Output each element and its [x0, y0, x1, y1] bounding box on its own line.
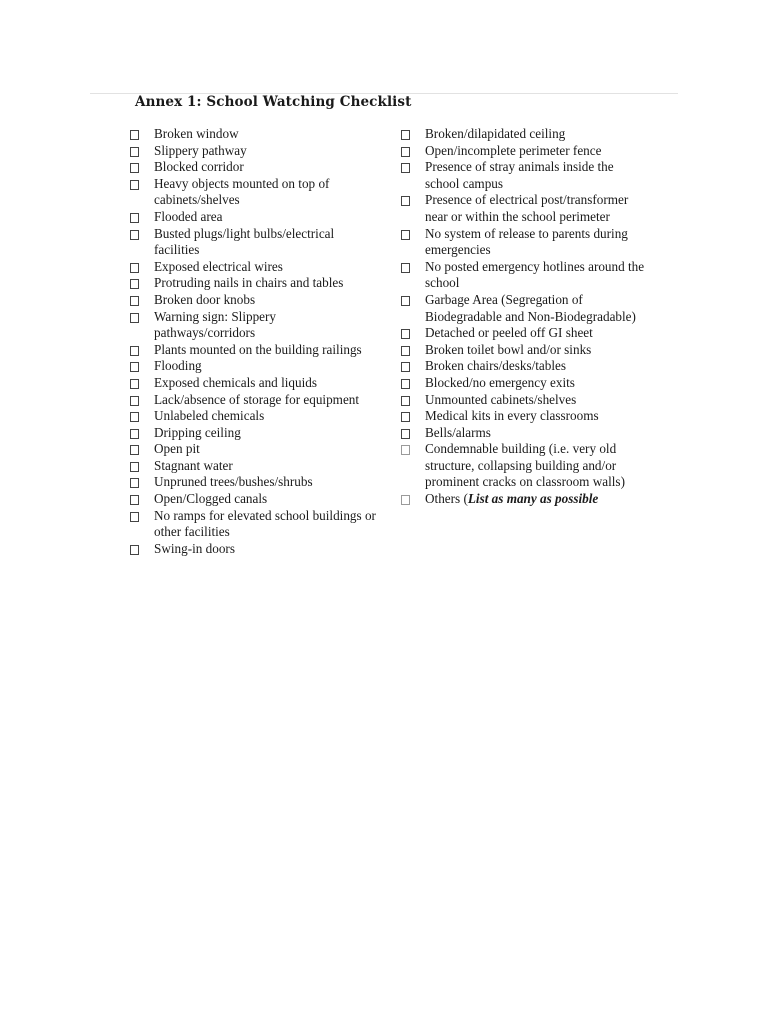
checklist-item-label: Swing-in doors: [154, 540, 235, 556]
checkbox-icon[interactable]: [130, 462, 139, 472]
checklist-item-label: Flooding: [154, 358, 202, 374]
checklist-item-label: Presence of stray animals inside the school campus: [425, 159, 614, 191]
checklist-item-label: Open/Clogged canals: [154, 491, 268, 507]
checklist-item-label: Unlabeled chemicals: [154, 408, 265, 424]
checkbox-icon[interactable]: [130, 296, 139, 306]
checklist-item[interactable]: [401, 408, 646, 425]
checkbox-icon[interactable]: [401, 362, 410, 372]
checklist-item-label: [425, 491, 646, 508]
checklist-item-label: Blocked corridor: [154, 159, 244, 175]
checklist-item-label: Warning sign: Slippery pathways/corridors: [154, 308, 277, 341]
checklist-item-label: Broken chairs/desks/tables: [425, 358, 566, 374]
checkbox-icon[interactable]: [130, 213, 139, 223]
checkbox-icon[interactable]: [401, 346, 410, 356]
checklist-item[interactable]: [401, 292, 646, 325]
left-checklist-column: [130, 126, 380, 557]
checklist-item[interactable]: [401, 325, 646, 342]
checkbox-icon[interactable]: [401, 412, 410, 422]
checklist-item-label: Bells/alarms: [425, 424, 491, 440]
checkbox-icon[interactable]: [401, 163, 410, 173]
checklist-item[interactable]: [130, 425, 380, 442]
checklist-item-label: Dripping ceiling: [154, 424, 241, 440]
checkbox-icon[interactable]: [130, 396, 139, 406]
checklist-item-label: Protruding nails in chairs and tables: [154, 275, 344, 291]
checklist-item[interactable]: [130, 292, 380, 309]
checklist-item[interactable]: [130, 275, 380, 292]
checkbox-icon[interactable]: [130, 130, 139, 140]
checkbox-icon[interactable]: [401, 445, 410, 455]
checkbox-icon[interactable]: [130, 163, 139, 173]
checklist-item[interactable]: [401, 159, 646, 192]
checkbox-icon[interactable]: [401, 296, 410, 306]
page-title: Annex 1: School Watching Checklist: [135, 94, 412, 110]
checkbox-icon[interactable]: [401, 396, 410, 406]
checkbox-icon[interactable]: [130, 412, 139, 422]
checkbox-icon[interactable]: [130, 230, 139, 240]
checklist-item-label: Broken door knobs: [154, 291, 256, 307]
checklist-item[interactable]: [130, 226, 380, 259]
checklist-item-label: Exposed chemicals and liquids: [154, 374, 317, 390]
checklist-item-label: Open pit: [154, 441, 200, 457]
checkbox-icon[interactable]: [130, 495, 139, 505]
checklist-item-label: Broken/dilapidated ceiling: [425, 126, 566, 141]
checklist-item[interactable]: [401, 358, 646, 375]
checklist-item[interactable]: [130, 441, 380, 458]
checkbox-icon[interactable]: [130, 512, 139, 522]
checklist-item-label: Condemnable building (i.e. very old structure, collapsing building and/or prominent cracks on classroom walls): [425, 441, 625, 490]
checklist-item[interactable]: [130, 126, 380, 143]
checklist-item[interactable]: [401, 226, 646, 259]
checkbox-icon[interactable]: [130, 313, 139, 323]
checklist-item[interactable]: [401, 259, 646, 292]
checkbox-icon[interactable]: [130, 263, 139, 273]
checkbox-icon[interactable]: [401, 130, 410, 140]
checkbox-icon[interactable]: [130, 545, 139, 555]
checklist-item-label: Broken toilet bowl and/or sinks: [425, 341, 592, 357]
checklist-item[interactable]: [130, 209, 380, 226]
checklist-item[interactable]: [130, 491, 380, 508]
checkbox-icon[interactable]: [130, 346, 139, 356]
checkbox-icon[interactable]: [401, 379, 410, 389]
checklist-item-label: Flooded area: [154, 208, 223, 224]
checkbox-icon[interactable]: [130, 362, 139, 372]
checklist-item-label: Detached or peeled off GI sheet: [425, 325, 593, 341]
checklist-item[interactable]: [130, 375, 380, 392]
checkbox-icon[interactable]: [401, 429, 410, 439]
checkbox-icon[interactable]: [130, 279, 139, 289]
checklist-item[interactable]: [130, 159, 380, 176]
checklist-item[interactable]: [401, 342, 646, 359]
checklist-item-label: Heavy objects mounted on top of cabinets/shelves: [154, 175, 330, 208]
right-checklist-column: [401, 126, 646, 508]
checklist-item-label: Stagnant water: [154, 457, 233, 473]
checkbox-icon[interactable]: [401, 495, 410, 505]
checkbox-icon[interactable]: [401, 147, 410, 157]
checklist-item[interactable]: [401, 441, 646, 491]
others-prefix: Others (: [425, 491, 468, 507]
checklist-item-label: Blocked/no emergency exits: [425, 374, 575, 390]
checkbox-icon[interactable]: [130, 445, 139, 455]
checklist-item[interactable]: [130, 342, 380, 359]
checklist-item-label: Medical kits in every classrooms: [425, 408, 599, 424]
checklist-item-label: Open/incomplete perimeter fence: [425, 142, 602, 158]
checklist-item[interactable]: [130, 508, 380, 541]
checklist-item[interactable]: [130, 259, 380, 276]
checklist-item[interactable]: [130, 474, 380, 491]
checklist-item[interactable]: [130, 541, 380, 558]
checklist-item[interactable]: [401, 192, 646, 225]
checklist-item-label: Busted plugs/light bulbs/electrical facilities: [154, 225, 335, 258]
checkbox-icon[interactable]: [401, 329, 410, 339]
checkbox-icon[interactable]: [401, 263, 410, 273]
checkbox-icon[interactable]: [130, 478, 139, 488]
checklist-item[interactable]: [401, 375, 646, 392]
checklist-item[interactable]: [130, 309, 380, 342]
checklist-item-label: No system of release to parents during emergencies: [425, 225, 628, 258]
checkbox-icon[interactable]: [130, 379, 139, 389]
checklist-item-label: Unpruned trees/bushes/shrubs: [154, 474, 313, 490]
checklist-item-label: Presence of electrical post/transformer near or within the school perimeter: [425, 192, 629, 224]
checklist-item[interactable]: [130, 458, 380, 475]
checklist-item[interactable]: [401, 126, 646, 143]
checklist-item[interactable]: [130, 176, 380, 209]
checkbox-icon[interactable]: [130, 429, 139, 439]
checkbox-icon[interactable]: [130, 180, 139, 190]
checklist-item-label: Plants mounted on the building railings: [154, 341, 362, 357]
checklist-item[interactable]: [130, 143, 380, 160]
checklist-item[interactable]: [130, 392, 380, 409]
checklist-item[interactable]: [130, 408, 380, 425]
checklist-item[interactable]: [401, 425, 646, 442]
checklist-item-label: Broken window: [154, 126, 239, 141]
checkbox-icon[interactable]: [401, 196, 410, 206]
checklist-item[interactable]: [130, 358, 380, 375]
checklist-item-others[interactable]: [401, 491, 646, 508]
checklist-item[interactable]: [401, 143, 646, 160]
checklist-item-label: Exposed electrical wires: [154, 258, 283, 274]
checklist-item-label: No ramps for elevated school buildings or other facilities: [154, 507, 376, 540]
checklist-item-label: Lack/absence of storage for equipment: [154, 391, 360, 407]
checklist-item-label: Slippery pathway: [154, 142, 247, 158]
checklist-item-label: Unmounted cabinets/shelves: [425, 391, 577, 407]
checklist-item[interactable]: [401, 392, 646, 409]
checklist-item-label: Garbage Area (Segregation of Biodegradable and Non-Biodegradable): [425, 291, 636, 324]
checkbox-icon[interactable]: [130, 147, 139, 157]
checkbox-icon[interactable]: [401, 230, 410, 240]
checklist-item-label: No posted emergency hotlines around the school: [425, 258, 645, 291]
others-emphasis: List as many as possible: [467, 491, 599, 507]
